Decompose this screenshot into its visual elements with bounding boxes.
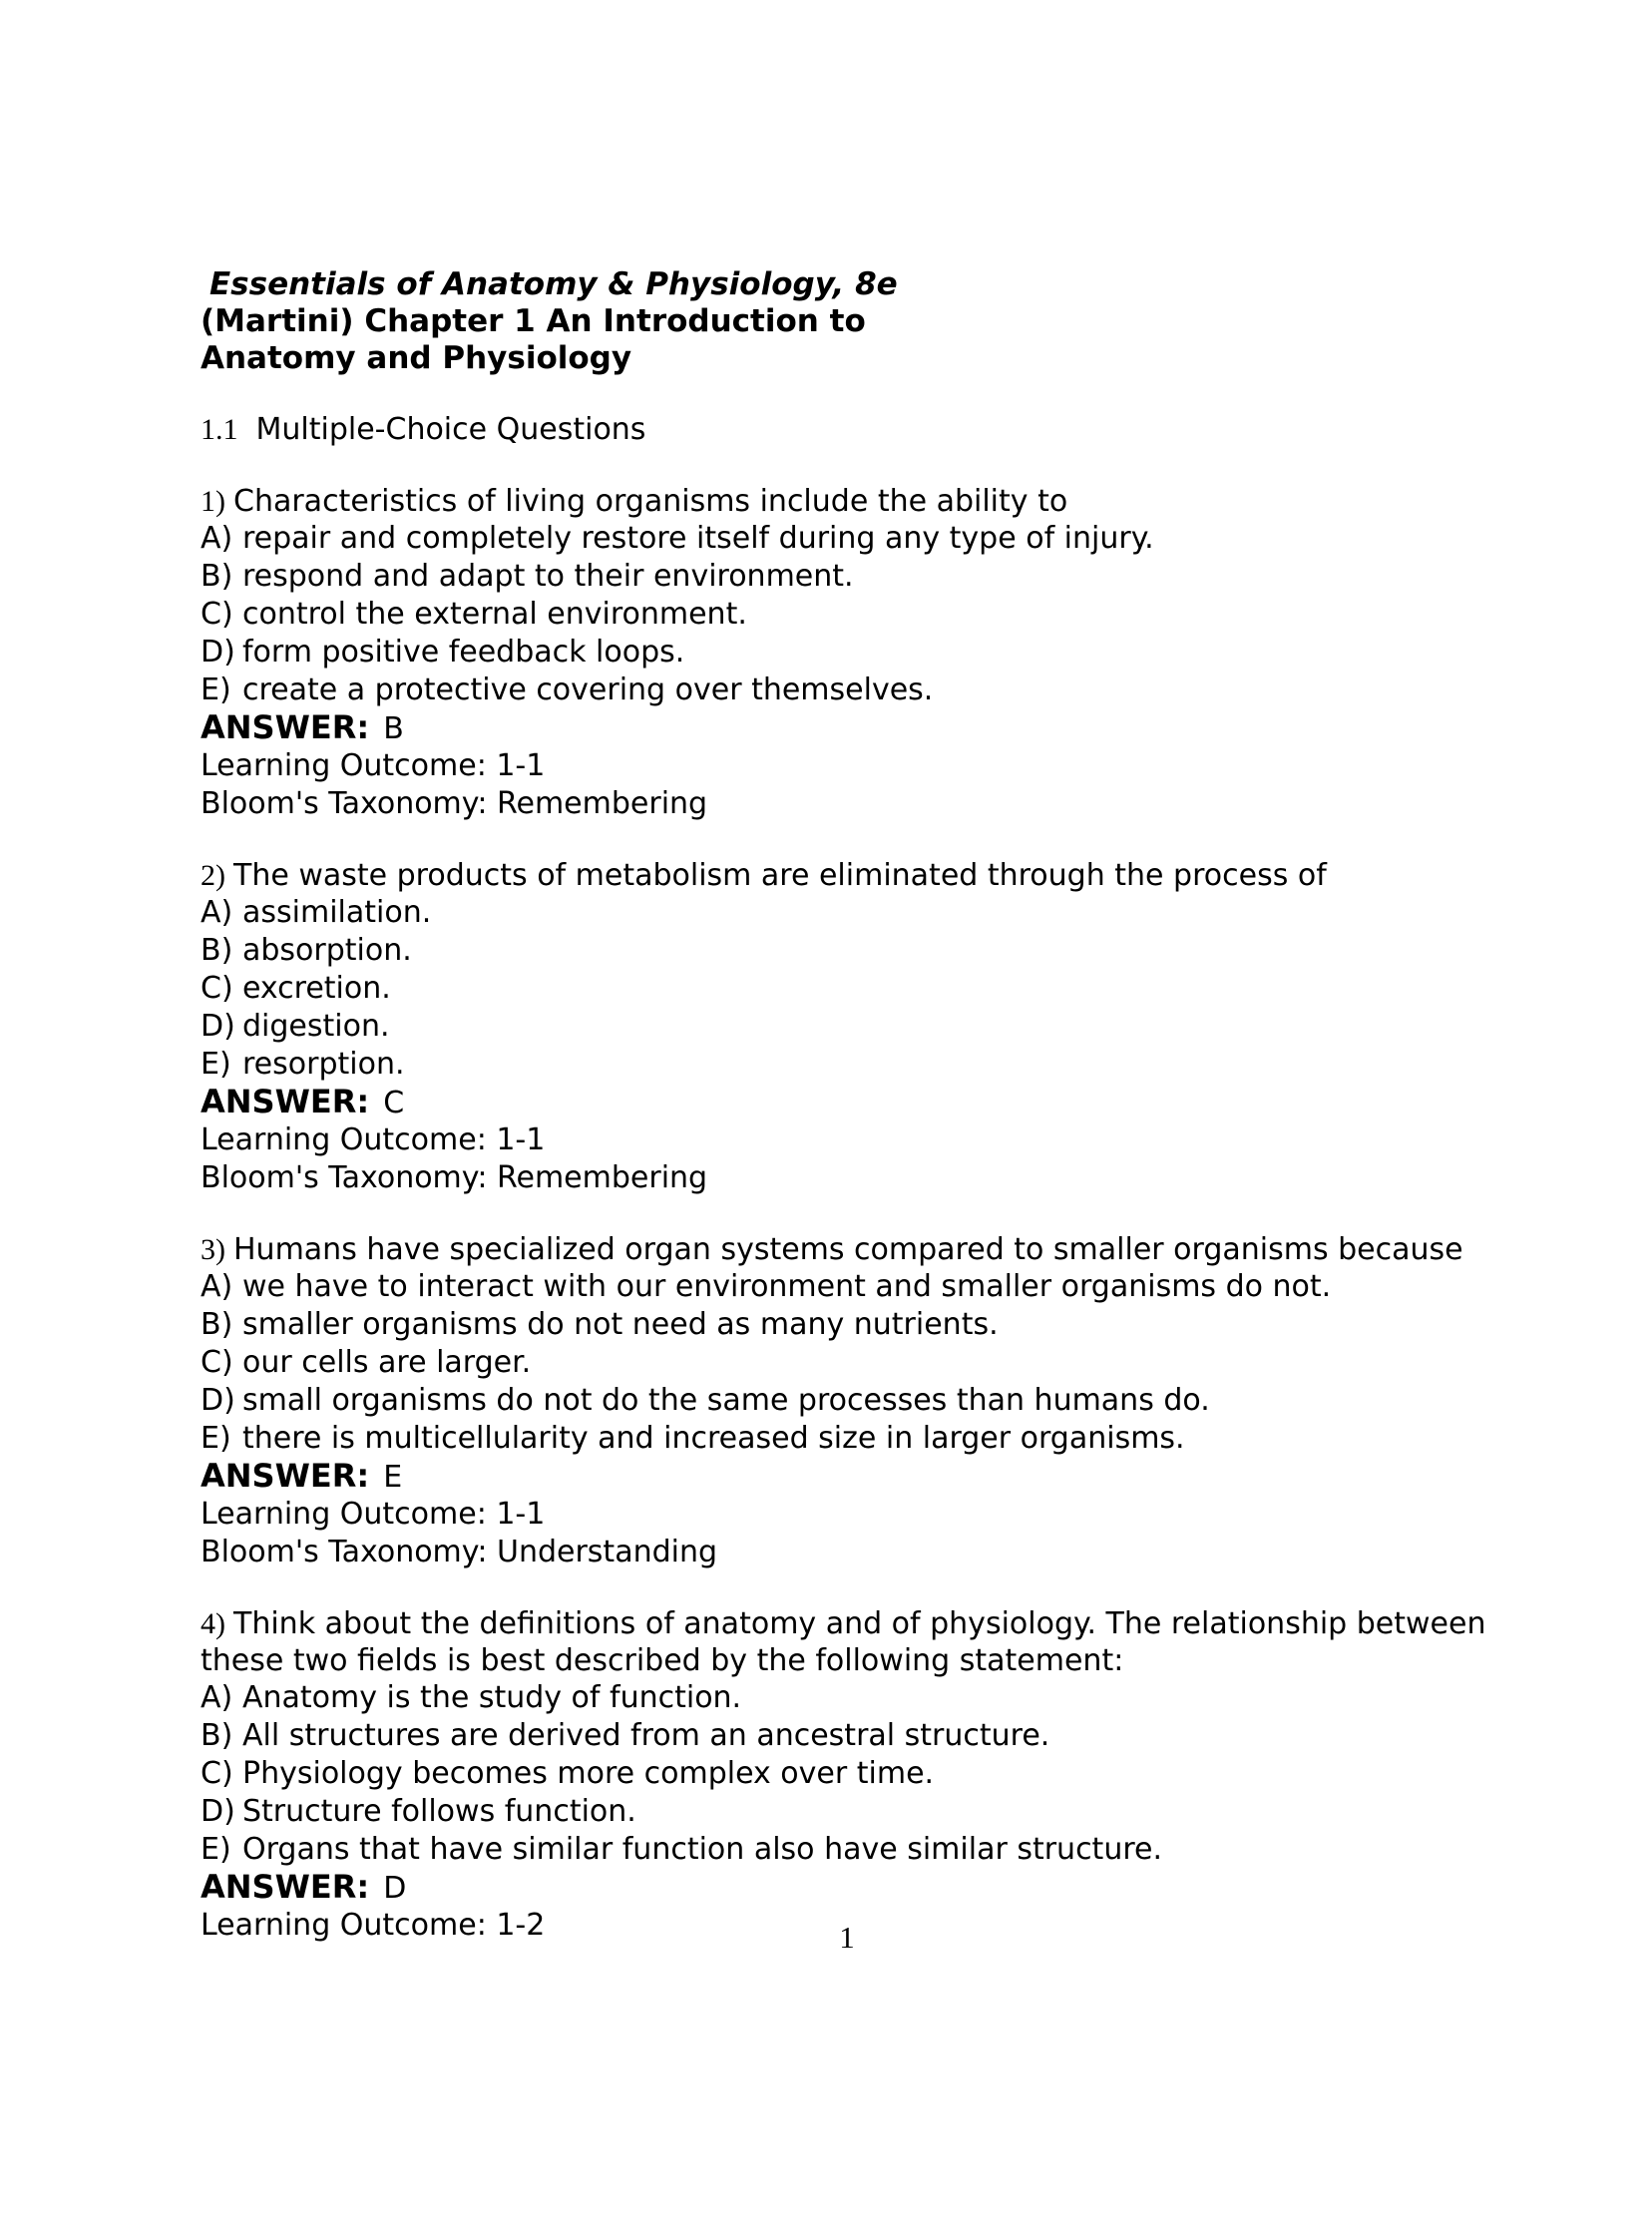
option-e [201, 1046, 1527, 1084]
option-letter: B) [201, 559, 233, 594]
question-number: 3) [201, 1233, 225, 1266]
question-stem [201, 857, 1527, 894]
answer-label: ANSWER: [201, 708, 370, 746]
question-stem [201, 483, 1527, 520]
question-text: Humans have specialized organ systems compared to smaller organisms because [233, 1232, 1463, 1267]
option-b [201, 932, 1527, 970]
section-heading [201, 411, 1527, 449]
option-letter: B) [201, 1307, 233, 1342]
option-letter: D) [201, 635, 235, 669]
answer-value: B [383, 711, 404, 746]
option-text: we have to interact with our environment and smaller organisms do not. [242, 1269, 1332, 1304]
option-d [201, 634, 1527, 671]
option-text: respond and adapt to their environment. [242, 559, 854, 594]
option-c [201, 1755, 1527, 1793]
option-letter: C) [201, 1756, 233, 1791]
question-3 [201, 1231, 1527, 1571]
option-text: Physiology becomes more complex over time. [242, 1756, 935, 1791]
option-text: repair and completely restore itself during any type of injury. [242, 521, 1154, 556]
answer-label: ANSWER: [201, 1457, 370, 1495]
option-e [201, 1831, 1527, 1869]
option-text: Structure follows function. [242, 1794, 636, 1829]
option-letter: E) [201, 1832, 231, 1867]
question-text: Think about the definitions of anatomy and of physiology. The relationship between these two fields is best described by the following statement: [201, 1606, 1486, 1678]
option-c [201, 970, 1527, 1008]
option-text: resorption. [242, 1047, 405, 1082]
option-d [201, 1793, 1527, 1831]
option-a [201, 894, 1527, 932]
learning-outcome: Learning Outcome: 1-2 [201, 1908, 546, 1943]
option-text: All structures are derived from an ancestral structure. [242, 1718, 1050, 1753]
option-text: create a protective covering over themselves. [242, 672, 934, 707]
question-number: 1) [201, 485, 225, 518]
answer-line [201, 1458, 1527, 1496]
option-c [201, 1344, 1527, 1382]
blooms-taxonomy: Bloom's Taxonomy: Remembering [201, 1160, 708, 1195]
option-letter: E) [201, 672, 231, 707]
question-stem [201, 1605, 1527, 1679]
option-a [201, 1679, 1527, 1717]
question-4 [201, 1605, 1527, 1945]
option-letter: E) [201, 1047, 231, 1082]
option-letter: D) [201, 1794, 235, 1829]
learning-outcome: Learning Outcome: 1-1 [201, 1497, 546, 1532]
option-letter: E) [201, 1421, 231, 1456]
option-letter: C) [201, 1345, 233, 1380]
book-title: Essentials of Anatomy & Physiology, 8e [209, 266, 898, 302]
question-text: The waste products of metabolism are eliminated through the process of [233, 858, 1327, 893]
option-letter: A) [201, 521, 233, 556]
option-letter: B) [201, 933, 233, 968]
answer-value: E [383, 1460, 403, 1495]
learning-outcome: Learning Outcome: 1-1 [201, 1122, 546, 1157]
question-number: 2) [201, 859, 225, 892]
option-c [201, 596, 1527, 634]
learning-outcome: Learning Outcome: 1-1 [201, 748, 546, 783]
section-title: Multiple-Choice Questions [255, 412, 646, 447]
option-a [201, 520, 1527, 558]
option-text: Organs that have similar function also have similar structure. [242, 1832, 1163, 1867]
answer-line [201, 709, 1527, 747]
answer-value: D [383, 1871, 407, 1906]
option-text: assimilation. [242, 895, 432, 930]
option-text: form positive feedback loops. [242, 635, 685, 669]
option-letter: C) [201, 971, 233, 1006]
answer-line [201, 1869, 1527, 1907]
option-d [201, 1008, 1527, 1046]
answer-label: ANSWER: [201, 1083, 370, 1120]
option-letter: A) [201, 1680, 233, 1715]
chapter-title-line-1: (Martini) Chapter 1 An Introduction to [201, 303, 866, 339]
option-letter: A) [201, 895, 233, 930]
question-text: Characteristics of living organisms include the ability to [233, 484, 1068, 519]
blooms-taxonomy: Bloom's Taxonomy: Remembering [201, 786, 708, 821]
question-1 [201, 483, 1527, 823]
answer-line [201, 1084, 1527, 1121]
section-number: 1.1 [201, 413, 238, 446]
option-text: control the external environment. [242, 597, 747, 632]
option-d [201, 1382, 1527, 1420]
answer-value: C [383, 1086, 405, 1120]
page-number: 1 [839, 1920, 855, 1955]
option-b [201, 1717, 1527, 1755]
option-a [201, 1268, 1527, 1306]
option-text: our cells are larger. [242, 1345, 532, 1380]
option-letter: B) [201, 1718, 233, 1753]
page-content [201, 265, 1527, 1945]
option-text: smaller organisms do not need as many nutrients. [242, 1307, 999, 1342]
option-text: there is multicellularity and increased size in larger organisms. [242, 1421, 1185, 1456]
option-letter: D) [201, 1009, 235, 1044]
option-b [201, 1306, 1527, 1344]
option-b [201, 558, 1527, 596]
option-text: Anatomy is the study of function. [242, 1680, 742, 1715]
option-text: absorption. [242, 933, 412, 968]
option-letter: D) [201, 1383, 235, 1418]
blooms-taxonomy: Bloom's Taxonomy: Understanding [201, 1535, 718, 1569]
question-stem [201, 1231, 1527, 1268]
option-text: digestion. [242, 1009, 390, 1044]
option-text: excretion. [242, 971, 391, 1006]
option-letter: C) [201, 597, 233, 632]
option-text: small organisms do not do the same processes than humans do. [242, 1383, 1210, 1418]
option-e [201, 671, 1527, 709]
chapter-title-line-2: Anatomy and Physiology [201, 340, 632, 376]
answer-label: ANSWER: [201, 1868, 370, 1906]
question-2 [201, 857, 1527, 1197]
question-number: 4) [201, 1607, 225, 1640]
option-e [201, 1420, 1527, 1458]
option-letter: A) [201, 1269, 233, 1304]
